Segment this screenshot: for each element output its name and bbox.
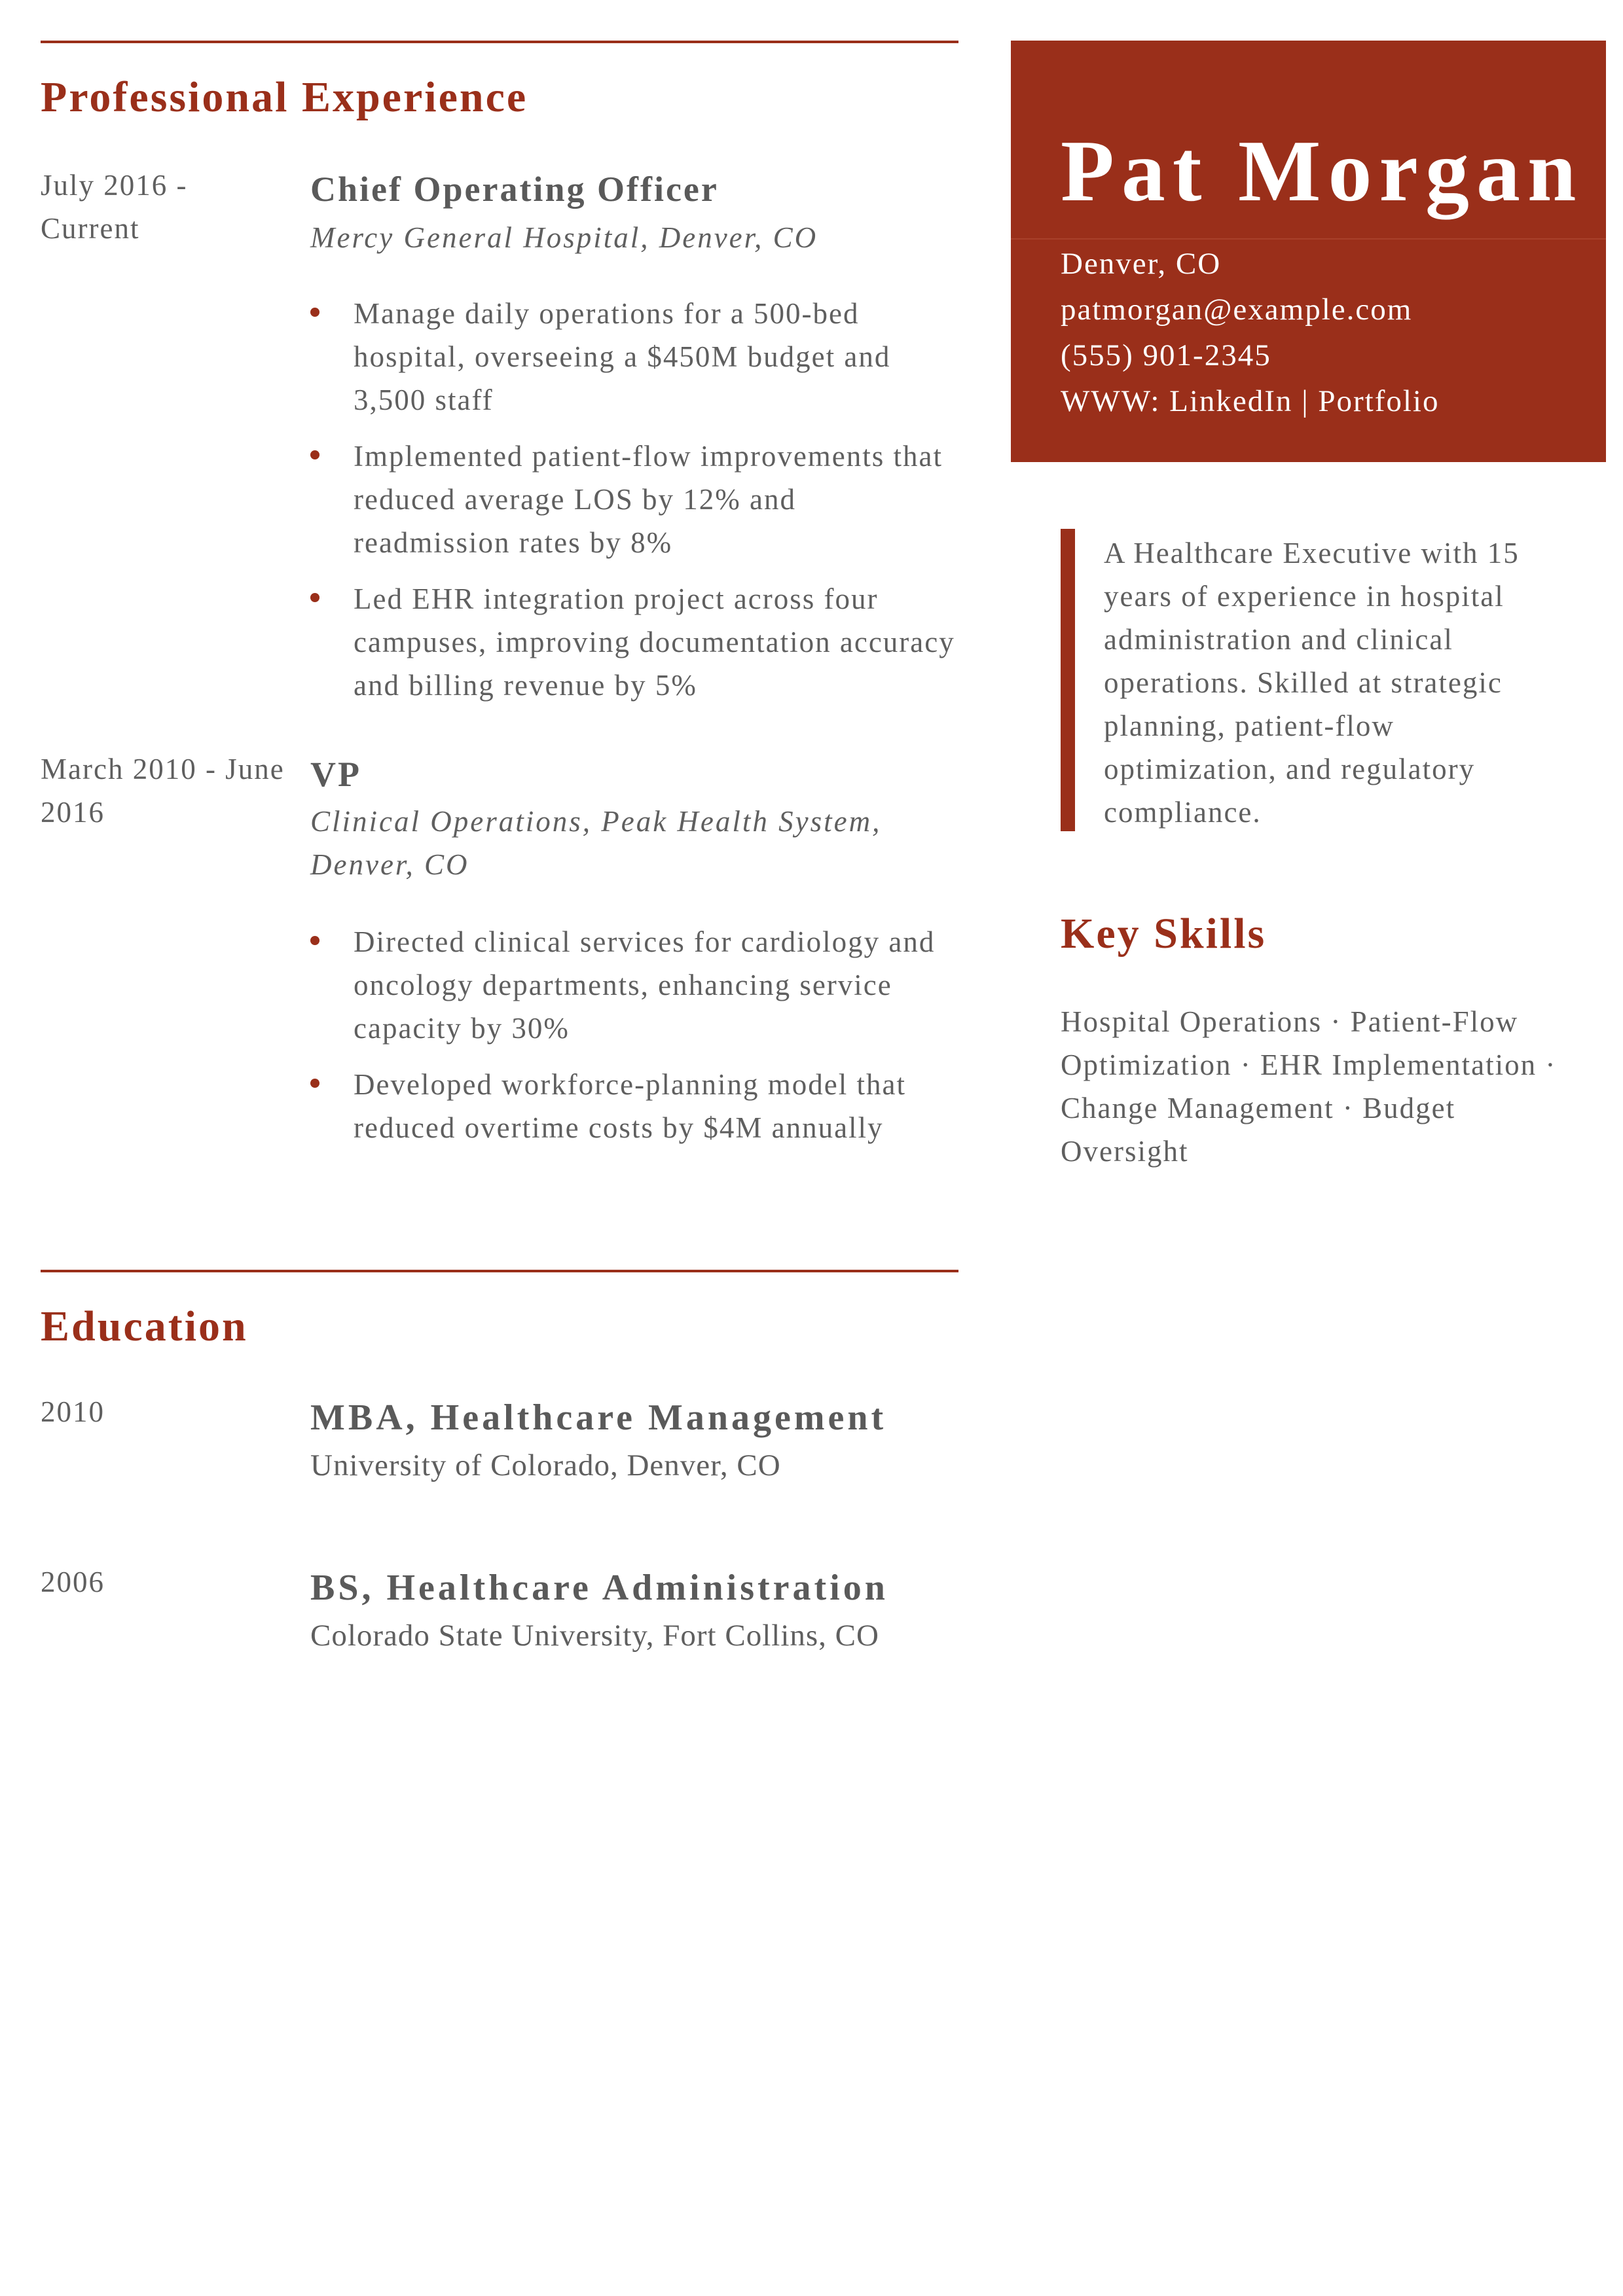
bullet-dot-icon bbox=[310, 1079, 319, 1088]
education-1-year: 2010 bbox=[41, 1395, 105, 1428]
bullet-dot-icon bbox=[310, 308, 319, 317]
header-box bbox=[1011, 41, 1606, 462]
education-2-degree: BS, Healthcare Administration bbox=[310, 1568, 888, 1608]
job-2-bullet-list bbox=[310, 920, 958, 1162]
web-prefix: WWW: bbox=[1061, 384, 1161, 418]
bullet-text: Led EHR integration project across four campuses, improving documentation accuracy and billing revenue by 5% bbox=[354, 583, 955, 702]
skills-section-title: Key Skills bbox=[1061, 910, 1267, 958]
bullet-text: Manage daily operations for a 500-bed hospital, overseeing a $450M budget and 3,500 staff bbox=[354, 297, 891, 416]
bullet-text: Directed clinical services for cardiology and oncology departments, enhancing service capacity by 30% bbox=[354, 925, 936, 1045]
contact-email[interactable]: patmorgan@example.com bbox=[1061, 293, 1413, 327]
education-1-degree: MBA, Healthcare Management bbox=[310, 1397, 887, 1438]
bullet-dot-icon bbox=[310, 450, 319, 459]
bullet-dot-icon bbox=[310, 936, 319, 945]
bullet-text: Developed workforce-planning model that reduced overtime costs by $4M annually bbox=[354, 1068, 906, 1144]
list-item bbox=[310, 435, 958, 564]
job-2-organization: Clinical Operations, Peak Health System, Denver, CO bbox=[310, 805, 882, 881]
job-2-date: March 2010 - June 2016 bbox=[41, 753, 285, 829]
job-1-date: July 2016 - Current bbox=[41, 169, 188, 245]
experience-section-title: Professional Experience bbox=[41, 73, 528, 121]
summary-accent-bar bbox=[1061, 529, 1075, 831]
bullet-dot-icon bbox=[310, 593, 319, 602]
job-1-organization: Mercy General Hospital, Denver, CO bbox=[310, 221, 818, 254]
portfolio-link[interactable]: Portfolio bbox=[1318, 384, 1440, 418]
job-1-title: Chief Operating Officer bbox=[310, 170, 719, 209]
contact-phone[interactable]: (555) 901-2345 bbox=[1061, 338, 1271, 372]
bullet-text: Implemented patient-flow improvements that reduced average LOS by 12% and readmission rates by 8% bbox=[354, 440, 943, 559]
education-section-title: Education bbox=[41, 1302, 248, 1350]
list-item bbox=[310, 292, 958, 422]
contact-web bbox=[1061, 380, 1597, 423]
education-top-rule bbox=[41, 1270, 958, 1272]
education-2-year: 2006 bbox=[41, 1566, 105, 1598]
link-separator: | bbox=[1302, 384, 1309, 418]
header-divider bbox=[1011, 238, 1606, 240]
linkedin-link[interactable]: LinkedIn bbox=[1169, 384, 1293, 418]
list-item bbox=[310, 920, 958, 1050]
education-1-school: University of Colorado, Denver, CO bbox=[310, 1448, 781, 1482]
profile-summary: A Healthcare Executive with 15 years of experience in hospital administration and clinical operations. Skilled at strategic planning, patient-flow optimization, and regulatory compliance. bbox=[1104, 537, 1520, 829]
contact-location: Denver, CO bbox=[1061, 247, 1222, 281]
job-2-title: VP bbox=[310, 755, 361, 794]
job-1-bullet-list bbox=[310, 292, 958, 720]
experience-top-rule bbox=[41, 41, 958, 43]
skills-list: Hospital Operations · Patient-Flow Optimization · EHR Implementation · Change Management · Budget Oversight bbox=[1061, 1005, 1557, 1168]
education-2-school: Colorado State University, Fort Collins, CO bbox=[310, 1619, 879, 1653]
list-item bbox=[310, 1063, 958, 1149]
list-item bbox=[310, 577, 958, 707]
candidate-name: Pat Morgan bbox=[1061, 122, 1584, 219]
